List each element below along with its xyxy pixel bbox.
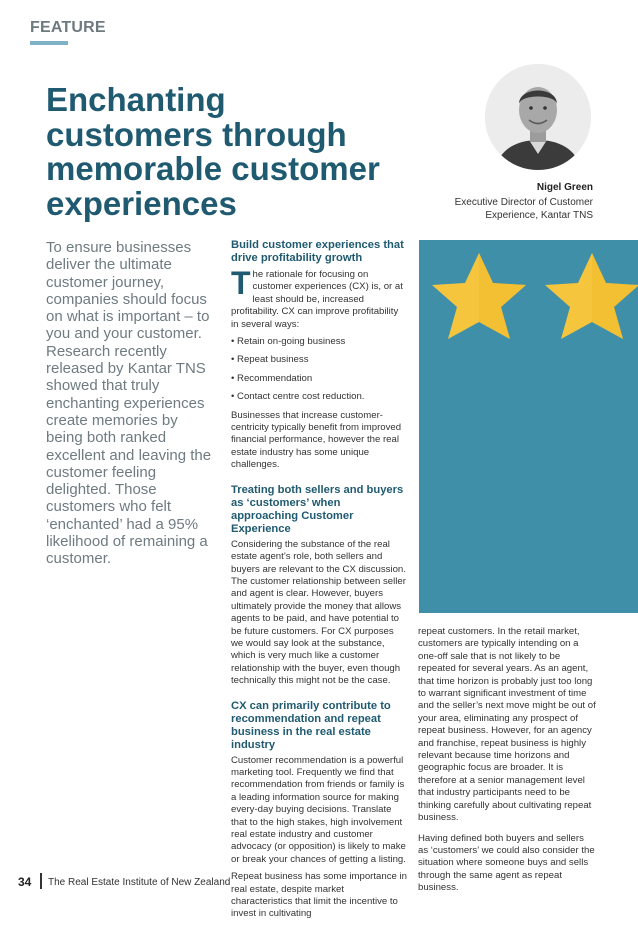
- drop-cap: T: [231, 265, 251, 301]
- section-heading-profitability: Build customer experiences that drive profitability growth: [231, 239, 404, 264]
- section-label-underline: [30, 41, 68, 45]
- body-paragraph: Considering the substance of the real estate agent’s role, both sellers and buyers are relevant to the CX discussion. The customer relationship between seller and agent is clear. However, buyers ultimately provide the money that allows agents to be paid, and have potential to be future customers. For CX purposes we would say look at the substance, which is very much like a customer relationship with the buyer, even though technically this might not be the case.: [231, 538, 406, 687]
- body-paragraph: Customer recommendation is a powerful marketing tool. Frequently we find that recommendation from friends or family is a leading information source for making every-day buying decisions. Translate that to the high stakes, high involvement real estate industry and customer advocacy (or opposition) is likely to make or break your chances of getting a listing.: [231, 754, 406, 865]
- author-portrait-illustration: [485, 64, 591, 170]
- bullet-item: • Contact centre cost reduction.: [231, 391, 365, 403]
- publication-name: The Real Estate Institute of New Zealand: [48, 877, 231, 888]
- bullet-item: • Repeat business: [231, 354, 309, 366]
- body-paragraph: Repeat business has some importance in real estate, despite market characteristics that limit the incentive to invest in cultivating: [231, 871, 407, 920]
- title-line-3: memorable customer: [46, 150, 380, 187]
- section-intro-paragraph: [231, 265, 407, 331]
- body-paragraph: Businesses that increase customer-centricity typically benefit from improved financial performance, however the real estate industry has some unique challenges.: [231, 409, 402, 471]
- section-heading-sellers-buyers: Treating both sellers and buyers as ‘customers’ when approaching Customer Experience: [231, 483, 404, 535]
- footer-divider: [40, 873, 42, 889]
- intro-text: he rationale for focusing on customer experiences (CX) is, or at least should be, increased profitability. CX can improve profitability in several ways:: [231, 269, 403, 330]
- star-rating-artwork: [419, 240, 638, 613]
- article-column-3: [418, 626, 596, 900]
- section-label: FEATURE: [30, 19, 106, 36]
- page-title: [46, 83, 426, 221]
- bullet-item: • Recommendation: [231, 372, 313, 384]
- author-portrait: [485, 64, 591, 170]
- body-paragraph: Having defined both buyers and sellers as ‘customers’ we could also consider the situation where someone buys and sells through the same agent as repeat business.: [418, 832, 595, 894]
- section-heading-recommendation: CX can primarily contribute to recommendation and repeat business in the real estate industry: [231, 699, 391, 751]
- standfirst: To ensure businesses deliver the ultimate customer journey, companies should focus on what is important – to you and your customer. Research recently released by Kantar TNS showed that truly enchanting experiences create memories by being both ranked excellent and leaving the customer feeling delighted. Those customers who felt ‘enchanted’ had a 95% likelihood of remaining a customer.: [46, 239, 212, 568]
- author-title: Executive Director of Customer Experience, Kantar TNS: [454, 197, 593, 221]
- page-number: 34: [18, 875, 32, 889]
- title-line-1: Enchanting: [46, 81, 226, 118]
- bullet-item: • Retain on-going business: [231, 336, 346, 348]
- stars-illustration: [419, 240, 638, 613]
- body-paragraph: repeat customers. In the retail market, customers are typically intending on a one-off sale that is not likely to be repeated for several years. As an agent, that time horizon is probably just too long to warrant significant investment of time and the seller’s next move might be out of your area, eliminating any prospect of repeat business. However, for an agency and franchise, repeat business is highly relevant because time horizons and geographic focus are broader. It is therefore at a senior management level that industry participants need to be thinking carefully about cultivating repeat business.: [418, 626, 596, 824]
- author-name: Nigel Green: [536, 182, 593, 193]
- article-column-2: [231, 239, 407, 926]
- title-line-2: customers through: [46, 115, 347, 153]
- title-line-4: experiences: [46, 184, 237, 222]
